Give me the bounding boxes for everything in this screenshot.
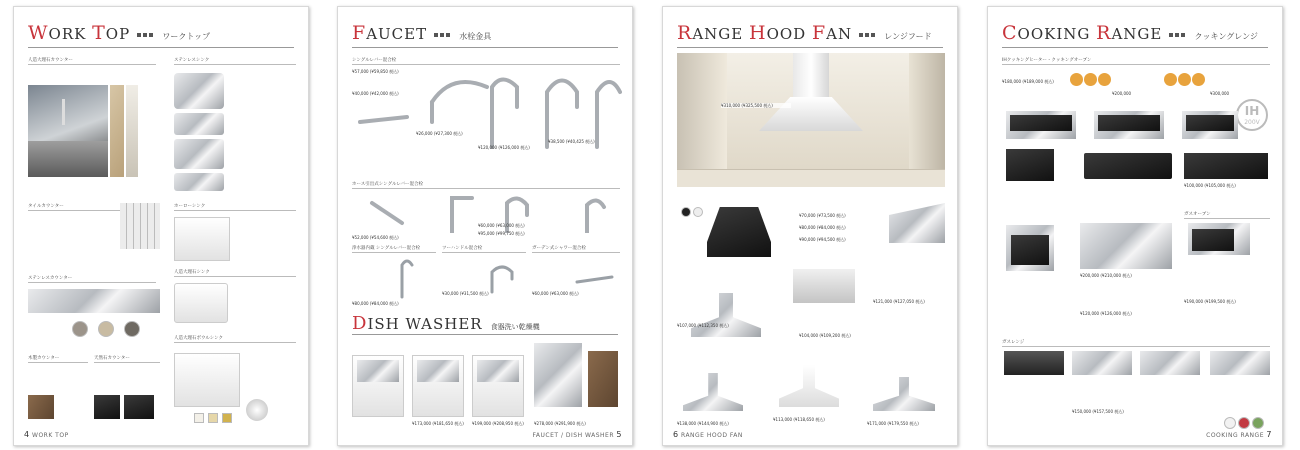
hood-hero-photo xyxy=(677,53,945,187)
section-title: ツーハンドル混合栓 xyxy=(442,245,526,253)
page-subtitle: ワークトップ xyxy=(162,32,211,41)
range-price: ¥120,000 (¥126,000 税込) xyxy=(1080,311,1132,316)
page-work-top xyxy=(13,6,309,446)
faucet-price: ¥60,000 (¥63,000 税込) xyxy=(532,291,579,296)
ih-cooktop-photo xyxy=(1094,111,1164,139)
gas-oven-photo xyxy=(1188,223,1250,255)
faucet-price: ¥38,500 (¥40,425 税込) xyxy=(548,139,595,144)
page-header xyxy=(677,22,943,48)
page-title: COOKING RANGE xyxy=(1002,22,1163,44)
counter-sample xyxy=(110,85,124,177)
section-title: ガーデン式シャワー混合栓 xyxy=(532,245,620,253)
section-title: IHクッキングヒーター・クッキングオーブン xyxy=(1002,57,1270,65)
hood-photo-chimney xyxy=(691,293,761,337)
section-title: 木製カウンター xyxy=(28,355,88,363)
page-subtitle: クッキングレンジ xyxy=(1194,32,1258,41)
gas-range-photo xyxy=(1210,351,1270,375)
range-price: ¥100,000 (¥105,000 税込) xyxy=(1184,183,1236,188)
faucet-price: ¥26,000 (¥27,300 税込) xyxy=(416,131,463,136)
hood-photo-black xyxy=(707,207,771,257)
oven-photo xyxy=(1006,149,1054,181)
color-chip xyxy=(681,207,691,217)
dishwasher-price: ¥199,000 (¥208,950 税込) xyxy=(472,421,524,426)
page-subtitle: レンジフード xyxy=(884,32,932,41)
faucet-price: ¥30,000 (¥31,500 税込) xyxy=(442,291,489,296)
kitchen-photo xyxy=(28,85,108,177)
hood-price: ¥310,000 (¥325,500 税込) xyxy=(721,103,791,108)
faucet-price: ¥60,000 (¥63,000 税込) xyxy=(478,223,525,228)
dishwasher-photo xyxy=(412,355,464,417)
section-title: ガスレンジ xyxy=(1002,339,1270,347)
page-footer: 6 RANGE HOOD FAN xyxy=(673,430,743,439)
section-title: ホーローシンク xyxy=(174,203,296,211)
bowl-sink-photo xyxy=(174,353,240,407)
feature-badge xyxy=(1098,73,1111,86)
color-chip xyxy=(194,413,204,423)
sink-photo xyxy=(174,139,224,169)
hood-price: ¥113,000 (¥118,650 税込) xyxy=(773,417,825,422)
ih-cooktop-photo xyxy=(1182,111,1238,139)
section-title: タイルカウンター xyxy=(28,203,156,211)
faucet-price: ¥57,000 (¥59,850 税込) xyxy=(352,69,399,74)
section-title: 人造大理石カウンター xyxy=(28,57,156,65)
section-title: ホース引出式シングルレバー混合栓 xyxy=(352,181,620,189)
color-chip xyxy=(208,413,218,423)
section-title: シングルレバー混合栓 xyxy=(352,57,620,65)
section-title: ステンレスシンク xyxy=(174,57,296,65)
range-price: ¥300,000 xyxy=(1210,91,1230,96)
hood-price: ¥90,000 (¥94,500 税込) xyxy=(799,237,846,242)
range-price: ¥180,000 (¥189,000 税込) xyxy=(1002,79,1054,84)
stone-photo xyxy=(94,395,120,419)
faucet-price: ¥40,000 (¥42,000 税込) xyxy=(352,91,399,96)
sink-photo xyxy=(174,73,224,109)
color-chip xyxy=(222,413,232,423)
hood-photo-chimney xyxy=(873,377,935,411)
faucet-price: ¥95,000 (¥99,750 税込) xyxy=(478,231,525,236)
page-header xyxy=(28,22,294,48)
hood-price: ¥80,000 (¥84,000 税込) xyxy=(799,225,846,230)
hood-price: ¥104,000 (¥109,200 税込) xyxy=(799,333,851,338)
dish-washer-header: DISH WASHER 食器洗い乾燥機 xyxy=(352,313,618,335)
color-chip xyxy=(1224,417,1236,429)
feature-badge xyxy=(1164,73,1177,86)
built-in-oven-photo xyxy=(1006,225,1054,271)
enamel-sink-photo xyxy=(174,217,230,261)
dishwasher-photo xyxy=(472,355,524,417)
faucet-price: ¥120,000 (¥126,000 税込) xyxy=(478,145,530,150)
range-price: ¥200,000 (¥210,000 税込) xyxy=(1080,273,1132,278)
hood-price: ¥70,000 (¥73,500 税込) xyxy=(799,213,846,218)
color-chip xyxy=(98,321,114,337)
hood-photo-island xyxy=(683,373,743,411)
gas-cooktop-photo xyxy=(1080,223,1172,269)
feature-badge xyxy=(1178,73,1191,86)
section-title: ガスオーブン xyxy=(1184,211,1270,219)
page-footer: 4 WORK TOP xyxy=(24,430,69,439)
hood-price: ¥138,000 (¥144,900 税込) xyxy=(677,421,729,426)
feature-badge xyxy=(1084,73,1097,86)
feature-badge xyxy=(1192,73,1205,86)
page-range-hood xyxy=(662,6,958,446)
hood-photo-flat xyxy=(889,203,945,243)
section-title: ステンレスカウンター xyxy=(28,275,156,283)
hood-price: ¥171,000 (¥179,550 税込) xyxy=(867,421,919,426)
page-header xyxy=(1002,22,1268,48)
sink-photo xyxy=(174,173,224,191)
marble-sink-photo xyxy=(174,283,228,323)
stone-photo xyxy=(124,395,154,419)
steel-counter-photo xyxy=(28,289,160,313)
section-title: 天然石カウンター xyxy=(94,355,160,363)
page-footer: FAUCET / DISH WASHER 5 xyxy=(532,430,622,439)
color-chip xyxy=(1238,417,1250,429)
page-faucet xyxy=(337,6,633,446)
dishwasher-photo xyxy=(534,343,582,407)
faucet-price: ¥80,000 (¥84,000 税込) xyxy=(352,301,399,306)
page-subtitle: 水栓金具 xyxy=(459,32,492,41)
page-title: WORK TOP xyxy=(28,22,131,44)
dishwasher-price: ¥173,000 (¥181,650 税込) xyxy=(412,421,464,426)
hood-price: ¥107,000 (¥112,350 税込) xyxy=(677,323,729,328)
hood-photo-box xyxy=(793,269,855,303)
color-chip xyxy=(124,321,140,337)
section-title: 人造大理石シンク xyxy=(174,269,296,277)
dishwasher-photo xyxy=(352,355,404,417)
ih-200v-badge: IH 200V xyxy=(1236,99,1268,131)
page-title: RANGE HOOD FAN xyxy=(677,22,853,44)
faucet-price: ¥52,000 (¥54,600 税込) xyxy=(352,235,399,240)
gas-range-photo xyxy=(1140,351,1200,375)
color-chip xyxy=(72,321,88,337)
dishwasher-price: ¥278,000 (¥291,900 税込) xyxy=(534,421,586,426)
section-title: 人造大理石ボウルシンク xyxy=(174,335,296,343)
wood-photo xyxy=(28,395,54,419)
page-footer: COOKING RANGE 7 xyxy=(1206,430,1272,439)
tile-photo xyxy=(120,203,160,249)
range-price: ¥200,000 xyxy=(1112,91,1132,96)
range-price: ¥150,000 (¥157,500 税込) xyxy=(1072,409,1124,414)
range-price: ¥190,000 (¥199,500 税込) xyxy=(1184,299,1236,304)
faucet-row-1 xyxy=(352,67,622,177)
hood-photo-white xyxy=(779,365,839,407)
ih-top-photo xyxy=(1084,153,1172,179)
ih-top-photo xyxy=(1184,153,1268,179)
section-title: 浄水器内蔵 シングルレバー混合栓 xyxy=(352,245,436,253)
bowl-photo xyxy=(246,399,268,421)
gas-range-photo xyxy=(1004,351,1064,375)
color-chip xyxy=(693,207,703,217)
hood-price: ¥121,000 (¥127,050 税込) xyxy=(873,299,925,304)
counter-sample xyxy=(126,85,138,177)
dishwasher-photo xyxy=(588,351,618,407)
ih-cooktop-photo xyxy=(1006,111,1076,139)
color-chip xyxy=(1252,417,1264,429)
sink-photo xyxy=(174,113,224,135)
page-header xyxy=(352,22,618,48)
page-cooking-range xyxy=(987,6,1283,446)
page-title: FAUCET xyxy=(352,22,428,44)
gas-range-photo xyxy=(1072,351,1132,375)
